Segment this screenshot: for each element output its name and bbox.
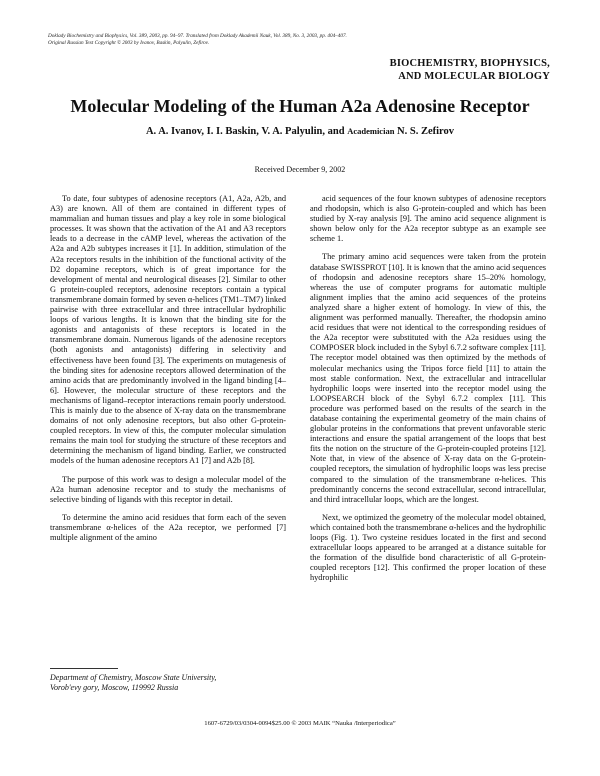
citation-line-1: Doklady Biochemistry and Biophysics, Vol. 389, 2003, pp. 94–97. Translated from Doklady Akademii Nauk, Vol. 389, No. 3, 2003, pp. 404–407. [48,33,347,39]
section-heading-line-2: AND MOLECULAR BIOLOGY [398,70,550,82]
author-list [20,125,580,138]
author-names: A. A. Ivanov, I. I. Baskin, V. A. Palyulin, and [145,126,348,137]
article-title: Molecular Modeling of the Human A2a Adenosine Receptor [70,96,530,116]
paragraph: To determine the amino acid residues that form each of the seven transmembrane α-helices of the A2a receptor, we performed [7] multiple alignment of the amino [50,512,286,542]
paragraph: To date, four subtypes of adenosine receptors (A1, A2a, A2b, and A3) are known. All of them are contained in different types of mammalian and human tissues and play a key role in some biological processes. It was shown that the activation of the A1 and A3 receptors leads to a decrease in the cAMP level, whereas the activation of the A2a and A2b subtypes increases it [1]. In addition, stimulation of the A2a receptors results in the inhibition of the functional activity of the D2 dopamine receptors, which is of great importance for the development of mental and neurological diseases [2]. Similar to other G protein-coupled receptors, adenosine receptors contain a typical transmembrane domain formed by seven α-helices (TM1–TM7) linked pairwise with three extracellular and three intracellular hydrophilic loops of various lengths. It is known that the binding site for the agonists and antagonists of these receptors is located in the transmembrane domain. Numerous ligands of the adenosine receptors (both agonists and antagonists) differing in selectivity and effectiveness have been found [3]. The experiments on mutagenesis of the binding sites for adenosine receptors allowed determination of the amino acids that are predominantly involved in the ligand binding [4–6]. However, the molecular structure of these receptors and the mechanisms of ligand–receptor interactions remain poorly understood. This is mainly due to the absence of X-ray data on the transmembrane domains of not only adenosine receptors, but also other G-protein-coupled receptors. In view of this, the computer molecular simulation remains the main tool for studying the structure of these receptors and determining the mechanism of ligand binding. Earlier, we constructed models of the human adenosine receptors A1 [7] and A2b [8]. [50,194,286,466]
academician-label: Academician [347,126,395,136]
copyright-footer: 1607-6729/03/0304-0094$25.00 © 2003 MAIK “Nauka /Interperiodica” [204,720,396,727]
paragraph: The primary amino acid sequences were taken from the protein database SWISSPROT [10]. It is known that the amino acid sequences of rhodopsin and adenosine receptors share 15–20% homology, whereas the use of computer programs for automatic multiple alignment implies that the amino acid sequences of the proteins analyzed share a higher extent of homology. In view of this, the alignment was performed manually. Thereafter, the rhodopsin amino acid residues that were not identical to the corresponding residues of the A2a receptor were substituted with the A2a residues using the COMPOSER block included in the Sybyl 6.7.2 software complex [11]. The receptor model obtained was then optimized by the methods of molecular mechanics using the Tripos force field [11] to attain the most stable conformation. Next, the extracellular and intracellular hydrophilic loops were inserted into the receptor model using the LOOPSEARCH block of the Sybyl 6.7.2 complex [11]. This procedure was performed based on the results of the search in the database containing the experimental geometry of the main chains of globular proteins in the conformations that prevent unfavorable steric interactions and ensure the spatial arrangement of the loops that best fits the notion on the structure of the G-protein-coupled proteins [12]. Note that, in view of the absence of X-ray data on the G-protein-coupled receptors, the simulation of hydrophilic loops was less precise compared to the simulation of the transmembrane α-helices. This predominantly concerns the second extracellular, second intracellular, and third intracellular loops, which are the longest. [310,252,546,504]
section-heading-line-1: BIOCHEMISTRY, BIOPHYSICS, [389,58,550,69]
footnote-divider [50,668,118,669]
citation-header [48,33,548,47]
affiliation-line-1: Department of Chemistry, Moscow State University, [50,673,217,682]
citation-line-2: Original Russian Text Copyright © 2003 by Ivanov, Baskin, Palyulin, Zefirov. [48,40,209,47]
paragraph: The purpose of this work was to design a molecular model of the A2a human adenosine receptor and to study the mechanisms of selective binding of ligands with this receptor in detail. [50,474,286,504]
received-date: Received December 9, 2002 [254,165,346,174]
section-heading [150,58,550,83]
affiliation-line-2: Vorob'evy gory, Moscow, 119992 Russia [50,683,179,692]
paragraph: acid sequences of the four known subtypes of adenosine receptors and rhodopsin, which is also G-protein-coupled and which has been studied by X-ray analysis [9]. The amino acid sequence alignment is shown below only for the A2a receptor subtype as an example see scheme 1. [310,194,546,244]
left-column [50,194,286,551]
author-last: N. S. Zefirov [394,126,455,137]
affiliation-footnote [50,673,286,693]
paragraph: Next, we optimized the geometry of the molecular model obtained, which contained both the transmembrane α-helices and the hydrophilic loops (Fig. 1). Two cysteine residues located in the first and second extracellular loops appeared to be arranged at a distance suitable for the formation of the disulfide bond characteristic of all G-protein-coupled receptors [12]. This confirmed the proper location of these hydrophilic [310,512,546,583]
right-column [310,194,546,591]
